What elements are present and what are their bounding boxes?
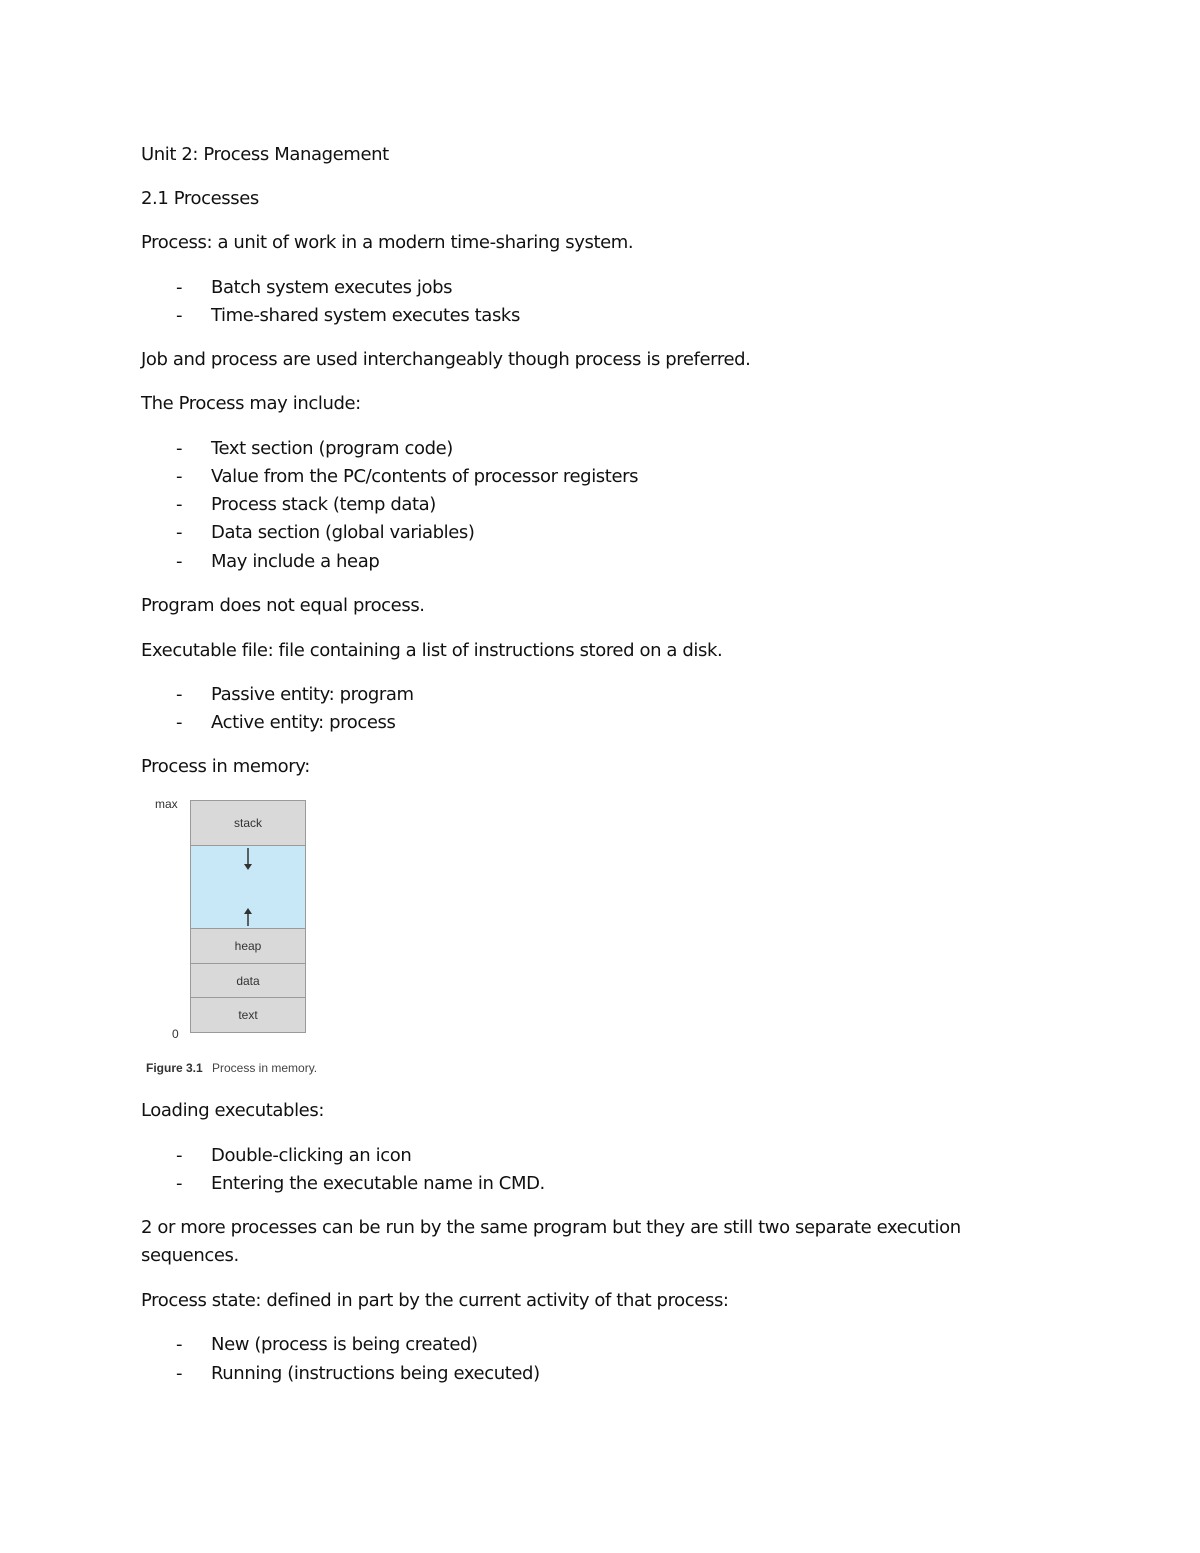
- list-item: Process stack (temp data): [211, 494, 436, 515]
- segment-label: data: [236, 973, 260, 988]
- segment-label: text: [238, 1008, 258, 1022]
- heap-segment: [190, 928, 306, 964]
- list-item: Entering the executable name in CMD.: [211, 1173, 545, 1194]
- paragraph: Program does not equal process.: [141, 595, 425, 616]
- list-item: New (process is being created): [211, 1334, 478, 1355]
- list-item: Data section (global variables): [211, 522, 475, 543]
- section-heading: 2.1 Processes: [141, 188, 259, 209]
- list-item: Double-clicking an icon: [211, 1145, 412, 1166]
- text-segment: [190, 997, 306, 1033]
- paragraph: The Process may include:: [141, 393, 361, 414]
- bullet-marker: -: [176, 522, 183, 543]
- bullet-marker: -: [176, 494, 183, 515]
- list-item: Running (instructions being executed): [211, 1363, 540, 1384]
- max-label: max: [155, 797, 178, 811]
- figure-caption-number: Figure 3.1: [146, 1061, 203, 1075]
- executable-definition: Executable file: file containing a list of instructions stored on a disk.: [141, 640, 723, 661]
- list-item: May include a heap: [211, 551, 380, 572]
- data-segment: [190, 963, 306, 998]
- bullet-marker: -: [176, 1363, 183, 1384]
- bullet-marker: -: [176, 1173, 183, 1194]
- page-title: Unit 2: Process Management: [141, 144, 389, 165]
- paragraph: Process state: defined in part by the current activity of that process:: [141, 1290, 729, 1311]
- growth-arrows-icon: [238, 846, 258, 928]
- paragraph: sequences.: [141, 1245, 239, 1266]
- figure-caption-text: Process in memory.: [212, 1061, 318, 1075]
- list-item: Batch system executes jobs: [211, 277, 453, 298]
- paragraph: Job and process are used interchangeably though process is preferred.: [141, 349, 751, 370]
- bullet-marker: -: [176, 466, 183, 487]
- bullet-marker: -: [176, 684, 183, 705]
- bullet-marker: -: [176, 305, 183, 326]
- list-item: Active entity: process: [211, 712, 396, 733]
- free-space-segment: [190, 845, 306, 929]
- stack-segment: [190, 800, 306, 846]
- bullet-marker: -: [176, 712, 183, 733]
- bullet-marker: -: [176, 551, 183, 572]
- list-item: Text section (program code): [211, 438, 453, 459]
- segment-label: stack: [233, 816, 262, 830]
- segment-label: heap: [234, 939, 262, 953]
- bullet-marker: -: [176, 1145, 183, 1166]
- bullet-marker: -: [176, 438, 183, 459]
- process-definition: Process: a unit of work in a modern time-sharing system.: [141, 232, 634, 253]
- list-item: Value from the PC/contents of processor registers: [211, 466, 639, 487]
- bullet-marker: -: [176, 1334, 183, 1355]
- zero-label: 0: [172, 1027, 179, 1041]
- paragraph: 2 or more processes can be run by the same program but they are still two separate execution: [141, 1217, 961, 1238]
- list-item: Time-shared system executes tasks: [211, 305, 520, 326]
- paragraph: Process in memory:: [141, 756, 310, 777]
- paragraph: Loading executables:: [141, 1100, 325, 1121]
- bullet-marker: -: [176, 277, 183, 298]
- list-item: Passive entity: program: [211, 684, 414, 705]
